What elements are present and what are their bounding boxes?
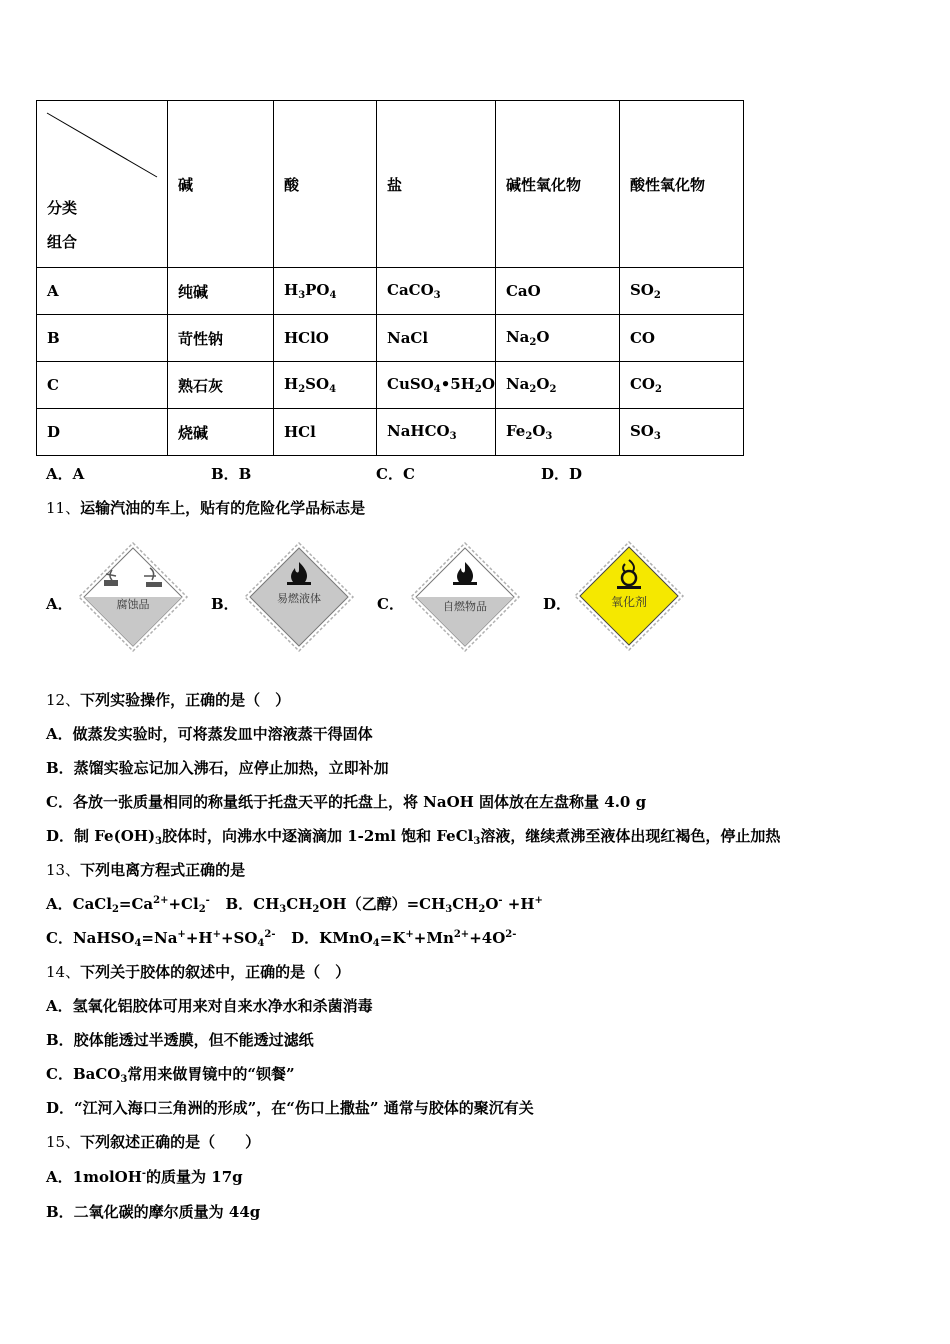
q14-c-part: C．BaCO: [46, 1065, 121, 1083]
header-salt: 盐: [377, 101, 496, 268]
cell-base: 熟石灰: [168, 362, 274, 409]
table-row: [37, 409, 744, 456]
q14-stem: [46, 961, 350, 982]
q13-option-b[interactable]: B．$CH_3CH_2OH$（乙醇）$=CH_3CH_2O^- +H^+$: [225, 895, 543, 915]
q12-option-b[interactable]: B．蒸馏实验忘记加入沸石，应停止加热，立即补加: [46, 759, 389, 777]
cell-base: 纯碱: [168, 268, 274, 315]
q15-stem: [46, 1131, 260, 1152]
q12-option-d[interactable]: [46, 825, 780, 847]
q13-option-d[interactable]: D．$KMnO_4=K^++Mn^{2+}+4O^{2-}$: [291, 929, 517, 949]
subscript: 3: [155, 836, 163, 847]
cell-acid: $H_3PO_4$: [274, 268, 377, 315]
question-number: 12、: [46, 691, 81, 709]
q14-option-a[interactable]: A．氢氧化铝胶体可用来对自来水净水和杀菌消毒: [46, 997, 373, 1015]
row-label: B: [37, 315, 168, 362]
cell-basic-oxide: $Na_2O_2$: [495, 362, 619, 409]
superscript: -: [141, 1168, 147, 1179]
question-text: 下列关于胶体的叙述中，正确的是（ ）: [80, 963, 351, 981]
oxidizer-sign-icon[interactable]: [573, 540, 685, 652]
q12-d-part: D．制 Fe(OH): [46, 827, 156, 845]
question-number: 13、: [46, 861, 81, 879]
cell-acidic-oxide: $CO_2$: [619, 362, 743, 409]
subscript: 3: [473, 836, 481, 847]
q13-option-a[interactable]: A．$CaCl_2=Ca^{2+}+Cl_2^-$: [46, 895, 210, 915]
table-header-row: [37, 101, 744, 268]
sign-text: 腐蚀品: [116, 598, 150, 611]
q11-option-d-label[interactable]: D．: [543, 595, 572, 613]
row-label: A: [37, 268, 168, 315]
cell-base: 烧碱: [168, 409, 274, 456]
cell-basic-oxide: CaO: [495, 268, 619, 315]
q10-option-b[interactable]: B．B: [211, 465, 252, 483]
row-label: D: [37, 409, 168, 456]
question-text: 下列电离方程式正确的是: [80, 861, 246, 879]
question-number: 15、: [46, 1133, 81, 1151]
cell-salt: CaCO$_3$: [377, 268, 496, 315]
sign-text: 易燃液体: [277, 592, 321, 605]
cell-acidic-oxide: $SO_3$: [619, 409, 743, 456]
question-text: 下列实验操作，正确的是（ ）: [80, 691, 291, 709]
q11-stem: [46, 497, 365, 518]
cell-acidic-oxide: $SO_2$: [619, 268, 743, 315]
header-base: 碱: [168, 101, 274, 268]
q13-option-c[interactable]: C．$NaHSO_4=Na^++H^++SO_4^{2-}$: [46, 929, 276, 949]
cell-basic-oxide: $Na_2O$: [495, 315, 619, 362]
q13-options-cd: [46, 927, 516, 949]
row-label: C: [37, 362, 168, 409]
cell-salt: $CuSO_4•5H_2O$: [377, 362, 496, 409]
cell-acid: HCl: [274, 409, 377, 456]
q15-option-a[interactable]: [46, 1166, 243, 1187]
q15-a-part: A．1molOH: [46, 1168, 142, 1186]
q13-stem: [46, 859, 245, 880]
q14-c-part: 常用来做胃镜中的“钡餐”: [127, 1065, 295, 1083]
cell-acid: HClO: [274, 315, 377, 362]
q14-option-d[interactable]: D．“江河入海口三角洲的形成”，在“伤口上撒盐” 通常与胶体的聚沉有关: [46, 1099, 534, 1117]
flammable-liquid-sign-icon[interactable]: [242, 540, 356, 654]
q15-option-b[interactable]: B．二氧化碳的摩尔质量为 44g: [46, 1203, 261, 1221]
subscript: 3: [120, 1074, 128, 1085]
q12-stem: [46, 689, 290, 710]
corner-label-group: 组合: [47, 233, 78, 251]
table-row: [37, 315, 744, 362]
q12-d-part: 胶体时，向沸水中逐滴滴加 1-2ml 饱和 FeCl: [162, 827, 474, 845]
q14-option-b[interactable]: B．胶体能透过半透膜，但不能透过滤纸: [46, 1031, 314, 1049]
q12-option-c[interactable]: C．各放一张质量相同的称量纸于托盘天平的托盘上，将 NaOH 固体放在左盘称量 4.0 g: [46, 793, 647, 811]
table-row: [37, 268, 744, 315]
corrosive-sign-icon[interactable]: [76, 540, 190, 654]
header-acidic-oxide: 酸性氧化物: [619, 101, 743, 268]
table-row: [37, 362, 744, 409]
q12-d-part: 溶液，继续煮沸至液体出现红褐色，停止加热: [480, 827, 781, 845]
cell-acid: $H_2SO_4$: [274, 362, 377, 409]
cell-acidic-oxide: CO: [619, 315, 743, 362]
q12-option-a[interactable]: A．做蒸发实验时，可将蒸发皿中溶液蒸干得固体: [46, 725, 373, 743]
q11-option-a-label[interactable]: A．: [46, 595, 73, 613]
q15-a-part: 的质量为 17g: [146, 1168, 243, 1186]
sign-text: 自燃物品: [443, 600, 487, 613]
q14-option-c[interactable]: [46, 1063, 295, 1085]
spontaneously-combustible-sign-icon[interactable]: [408, 540, 522, 654]
q10-option-c[interactable]: C．C: [376, 465, 415, 483]
q11-option-c-label[interactable]: C．: [377, 595, 404, 613]
corner-label-category: 分类: [47, 199, 78, 217]
cell-salt: NaCl: [377, 315, 496, 362]
corner-cell: [37, 101, 168, 268]
cell-salt: NaHCO$_3$: [377, 409, 496, 456]
header-basic-oxide: 碱性氧化物: [495, 101, 619, 268]
q13-options-ab: [46, 893, 543, 915]
q11-option-b-label[interactable]: B．: [211, 595, 239, 613]
cell-base: 苛性钠: [168, 315, 274, 362]
cell-basic-oxide: $Fe_2O_3$: [495, 409, 619, 456]
sign-text: 氧化剂: [610, 595, 648, 609]
question-number: 14、: [46, 963, 81, 981]
question-text: 下列叙述正确的是（ ）: [80, 1133, 261, 1151]
q10-option-a[interactable]: A．A: [46, 465, 85, 483]
classification-table: [36, 100, 744, 456]
q10-option-d[interactable]: D．D: [541, 465, 583, 483]
question-number: 11、: [46, 499, 81, 517]
question-text: 运输汽油的车上，贴有的危险化学品标志是: [80, 499, 366, 517]
header-acid: 酸: [274, 101, 377, 268]
